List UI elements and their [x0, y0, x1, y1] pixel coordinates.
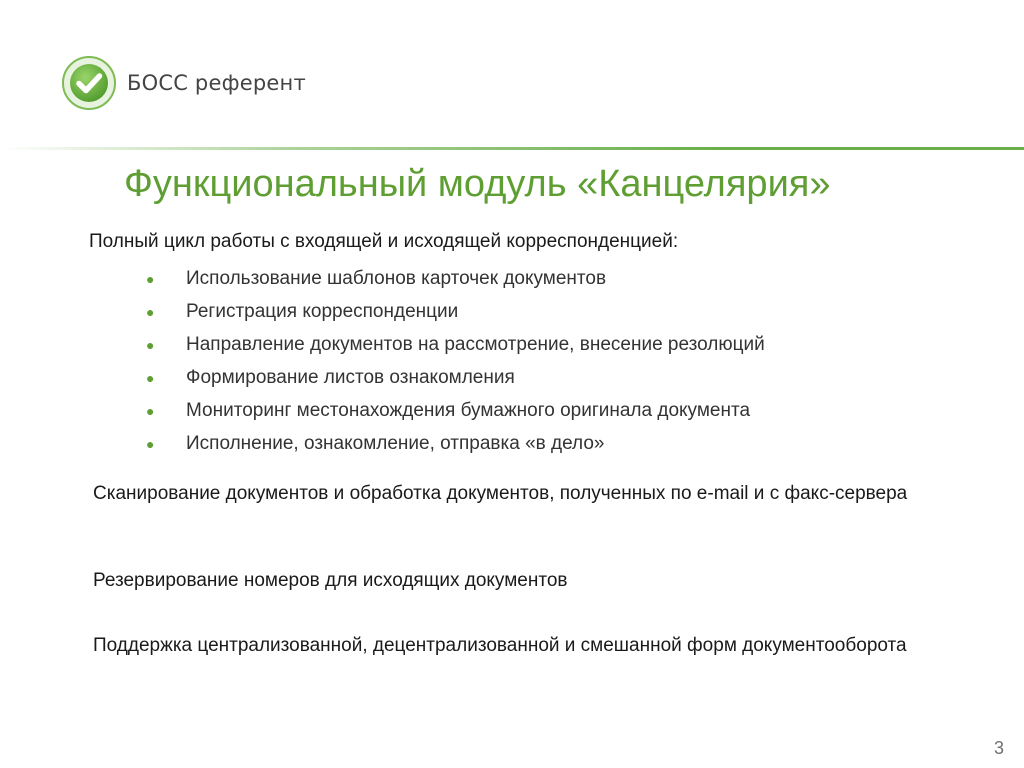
list-item-text: Формирование листов ознакомления	[186, 366, 515, 388]
list-item-text: Исполнение, ознакомление, отправка «в дело»	[186, 432, 605, 454]
logo-text: БОСС референт	[127, 71, 306, 95]
list-item	[146, 262, 765, 295]
list-item	[146, 427, 765, 460]
list-item-text: Направление документов на рассмотрение, внесение резолюций	[186, 333, 765, 355]
logo	[62, 56, 306, 110]
list-item	[146, 328, 765, 361]
paragraph-reservation: Резервирование номеров для исходящих документов	[93, 570, 568, 591]
bullet-icon: ●	[146, 402, 155, 419]
bullet-icon: ●	[146, 369, 155, 386]
bullet-icon: ●	[146, 435, 155, 452]
list-item-text: Регистрация корреспонденции	[186, 300, 459, 322]
bullet-icon: ●	[146, 270, 155, 287]
list-item	[146, 361, 765, 394]
list-item-text: Использование шаблонов карточек документов	[186, 267, 607, 289]
header-divider	[0, 147, 1024, 150]
feature-list	[146, 262, 765, 460]
paragraph-scanning: Сканирование документов и обработка документов, полученных по e-mail и с факс-сервера	[93, 483, 908, 504]
checkmark-icon	[62, 56, 116, 110]
intro-text: Полный цикл работы с входящей и исходящей корреспонденцией:	[89, 231, 679, 252]
list-item-text: Мониторинг местонахождения бумажного оригинала документа	[186, 399, 751, 421]
slide-title: Функциональный модуль «Канцелярия»	[124, 163, 831, 205]
list-item	[146, 295, 765, 328]
paragraph-workflow-support: Поддержка централизованной, децентрализованной и смешанной форм документооборота	[93, 635, 907, 656]
list-item	[146, 394, 765, 427]
page-number: 3	[993, 738, 1004, 758]
bullet-icon: ●	[146, 336, 155, 353]
bullet-icon: ●	[146, 303, 155, 320]
